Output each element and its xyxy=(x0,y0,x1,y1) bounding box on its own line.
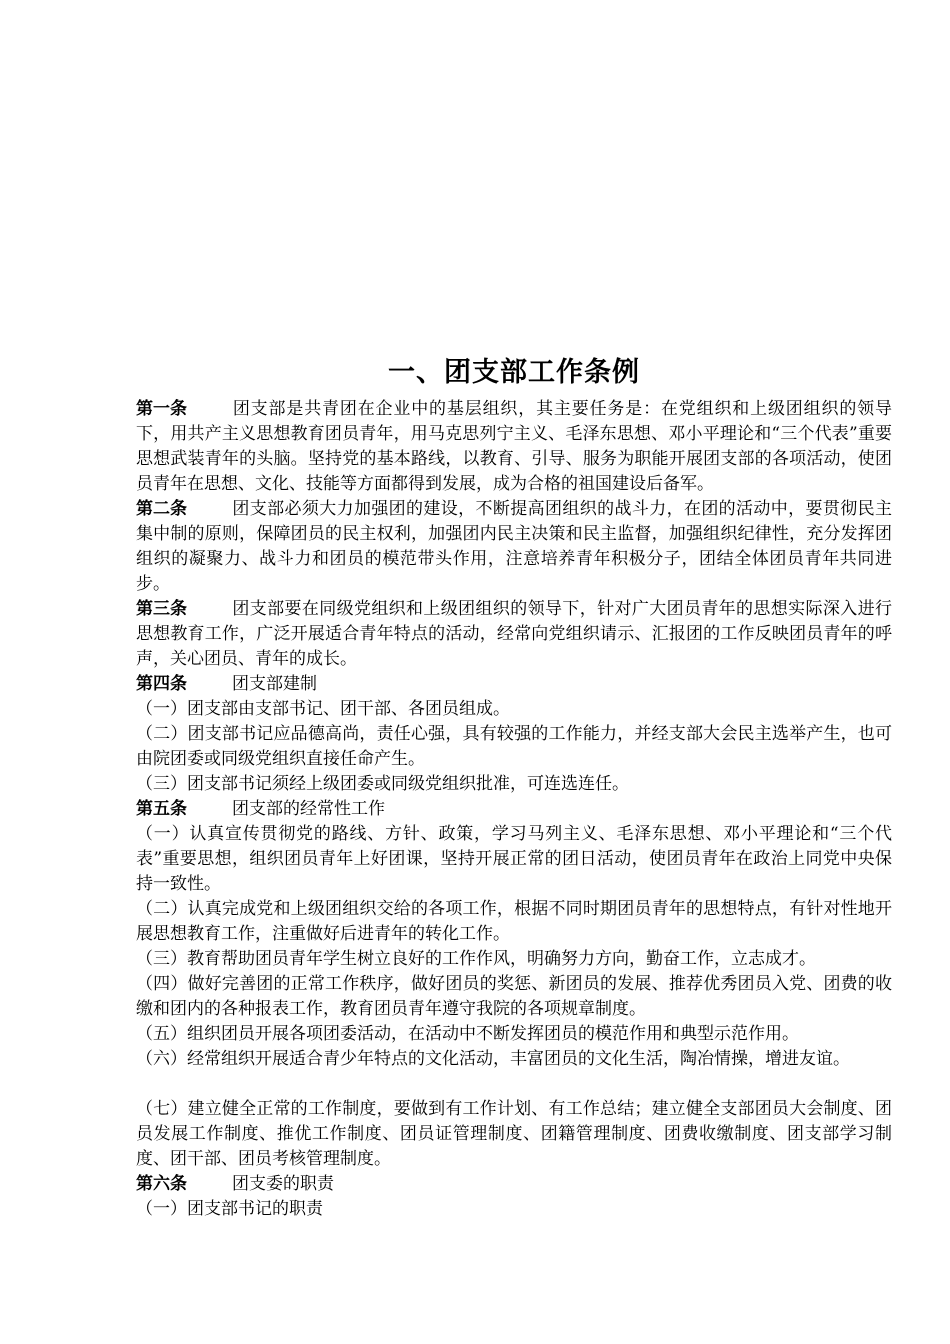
article-text: 团支委的职责 xyxy=(232,1174,334,1194)
list-item: （三）教育帮助团员青年学生树立良好的工作作风，明确努力方向，勤奋工作，立志成才。 xyxy=(136,949,816,969)
article-text: 团支部是共青团在企业中的基层组织，其主要任务是：在党组织和上级团组织的领导下，用共产主义思想教育团员青年，用马克思列宁主义、毛泽东思想、邓小平理论和“三个代表”重要思想武装青年的头脑。坚持党的基本路线，以教育、引导、服务为职能开展团支部的各项活动，使团员青年在思想、文化、技能等方面都得到发展，成为合格的祖国建设后备军。 xyxy=(136,399,892,494)
list-item: （五）组织团员开展各项团委活动，在活动中不断发挥团员的模范作用和典型示范作用。 xyxy=(136,1024,799,1044)
article-text: 团支部要在同级党组织和上级团组织的领导下，针对广大团员青年的思想实际深入进行思想教育工作，广泛开展适合青年特点的活动，经常向党组织请示、汇报团的工作反映团员青年的呼声，关心团员、青年的成长。 xyxy=(136,599,892,669)
article-1 xyxy=(136,397,892,497)
list-item: （二）认真完成党和上级团组织交给的各项工作，根据不同时期团员青年的思想特点，有针对性地开展思想教育工作，注重做好后进青年的转化工作。 xyxy=(136,899,892,944)
article-label: 第二条 xyxy=(136,499,187,519)
article-text: 团支部建制 xyxy=(232,674,317,694)
article-label: 第三条 xyxy=(136,599,187,619)
document-page xyxy=(136,353,892,1222)
article-label: 第六条 xyxy=(136,1174,187,1194)
article-label: 第一条 xyxy=(136,399,187,419)
list-item: （一）团支部由支部书记、团干部、各团员组成。 xyxy=(136,699,510,719)
list-item: （六）经常组织开展适合青少年特点的文化活动，丰富团员的文化生活，陶冶情操，增进友谊。 xyxy=(136,1049,850,1069)
list-item: （一）认真宣传贯彻党的路线、方针、政策，学习马列主义、毛泽东思想、邓小平理论和“三个代表”重要思想，组织团员青年上好团课，坚持开展正常的团日活动，使团员青年在政治上同党中央保持一致性。 xyxy=(136,824,892,894)
article-text: 团支部必须大力加强团的建设，不断提高团组织的战斗力，在团的活动中，要贯彻民主集中制的原则，保障团员的民主权利，加强团内民主决策和民主监督，加强组织纪律性，充分发挥团组织的凝聚力、战斗力和团员的模范带头作用，注意培养青年积极分子，团结全体团员青年共同进步。 xyxy=(136,499,892,594)
list-item: （一）团支部书记的职责 xyxy=(136,1199,323,1219)
article-text: 团支部的经常性工作 xyxy=(232,799,385,819)
document-title: 一、团支部工作条例 xyxy=(388,357,640,388)
list-item: （二）团支部书记应品德高尚，责任心强，具有较强的工作能力，并经支部大会民主选举产生，也可由院团委或同级党组织直接任命产生。 xyxy=(136,724,892,769)
list-item: （三）团支部书记须经上级团委或同级党组织批准，可连选连任。 xyxy=(136,774,629,794)
article-6 xyxy=(136,1172,892,1197)
blank-line xyxy=(136,1072,892,1097)
article-label: 第五条 xyxy=(136,799,187,819)
article-5 xyxy=(136,797,892,822)
list-item: （七）建立健全正常的工作制度，要做到有工作计划、有工作总结；建立健全支部团员大会制度、团员发展工作制度、推优工作制度、团员证管理制度、团籍管理制度、团费收缴制度、团支部学习制度、团干部、团员考核管理制度。 xyxy=(136,1099,892,1169)
article-label: 第四条 xyxy=(136,674,187,694)
article-4 xyxy=(136,672,892,697)
article-3 xyxy=(136,597,892,672)
article-2 xyxy=(136,497,892,597)
list-item: （四）做好完善团的正常工作秩序，做好团员的奖惩、新团员的发展、推荐优秀团员入党、团费的收缴和团内的各种报表工作，教育团员青年遵守我院的各项规章制度。 xyxy=(136,974,892,1019)
